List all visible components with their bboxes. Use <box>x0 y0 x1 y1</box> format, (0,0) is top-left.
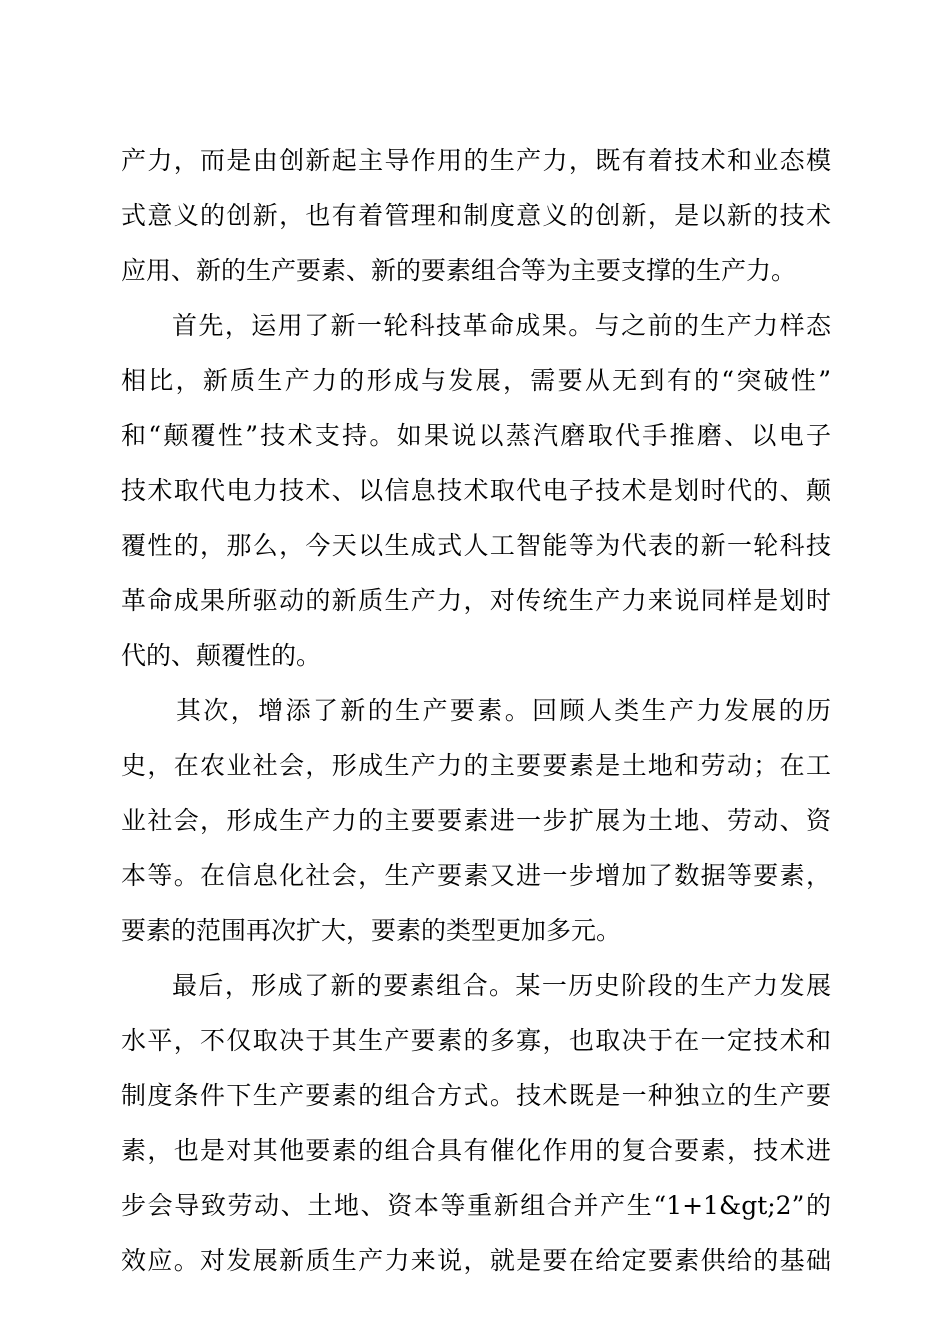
text-line: 效应。对发展新质生产力来说，就是要在给定要素供给的基础 <box>121 1246 831 1275</box>
text-line: 革命成果所驱动的新质生产力，对传统生产力来说同样是划时 <box>121 586 831 615</box>
text-line: 和“颠覆性”技术支持。如果说以蒸汽磨取代手推磨、以电子 <box>121 421 831 450</box>
text-line: 要素的范围再次扩大，要素的类型更加多元。 <box>121 916 622 945</box>
text-line: 产力，而是由创新起主导作用的生产力，既有着技术和业态模 <box>121 146 831 175</box>
text-line: 相比，新质生产力的形成与发展，需要从无到有的“突破性” <box>121 366 831 395</box>
text-line: 首先，运用了新一轮科技革命成果。与之前的生产力样态 <box>172 311 831 340</box>
text-line: 覆性的，那么，今天以生成式人工智能等为代表的新一轮科技 <box>121 531 831 560</box>
text-line: 式意义的创新，也有着管理和制度意义的创新，是以新的技术 <box>121 201 831 230</box>
text-line: 其次，增添了新的生产要素。回顾人类生产力发展的历 <box>176 696 831 725</box>
text-line: 应用、新的生产要素、新的要素组合等为主要支撑的生产力。 <box>121 256 797 285</box>
text-line: 制度条件下生产要素的组合方式。技术既是一种独立的生产要 <box>121 1081 831 1110</box>
text-line: 步会导致劳动、土地、资本等重新组合并产生“1+1&gt;2”的 <box>121 1191 831 1220</box>
text-line: 本等。在信息化社会，生产要素又进一步增加了数据等要素， <box>121 861 831 890</box>
text-line: 水平，不仅取决于其生产要素的多寡，也取决于在一定技术和 <box>121 1026 831 1055</box>
text-line: 最后，形成了新的要素组合。某一历史阶段的生产力发展 <box>172 971 831 1000</box>
text-line: 业社会，形成生产力的主要要素进一步扩展为土地、劳动、资 <box>121 806 831 835</box>
text-line: 史，在农业社会，形成生产力的主要要素是土地和劳动；在工 <box>121 751 831 780</box>
text-line: 技术取代电力技术、以信息技术取代电子技术是划时代的、颠 <box>121 476 831 505</box>
text-line: 素，也是对其他要素的组合具有催化作用的复合要素，技术进 <box>121 1136 831 1165</box>
text-line: 代的、颠覆性的。 <box>121 641 322 670</box>
